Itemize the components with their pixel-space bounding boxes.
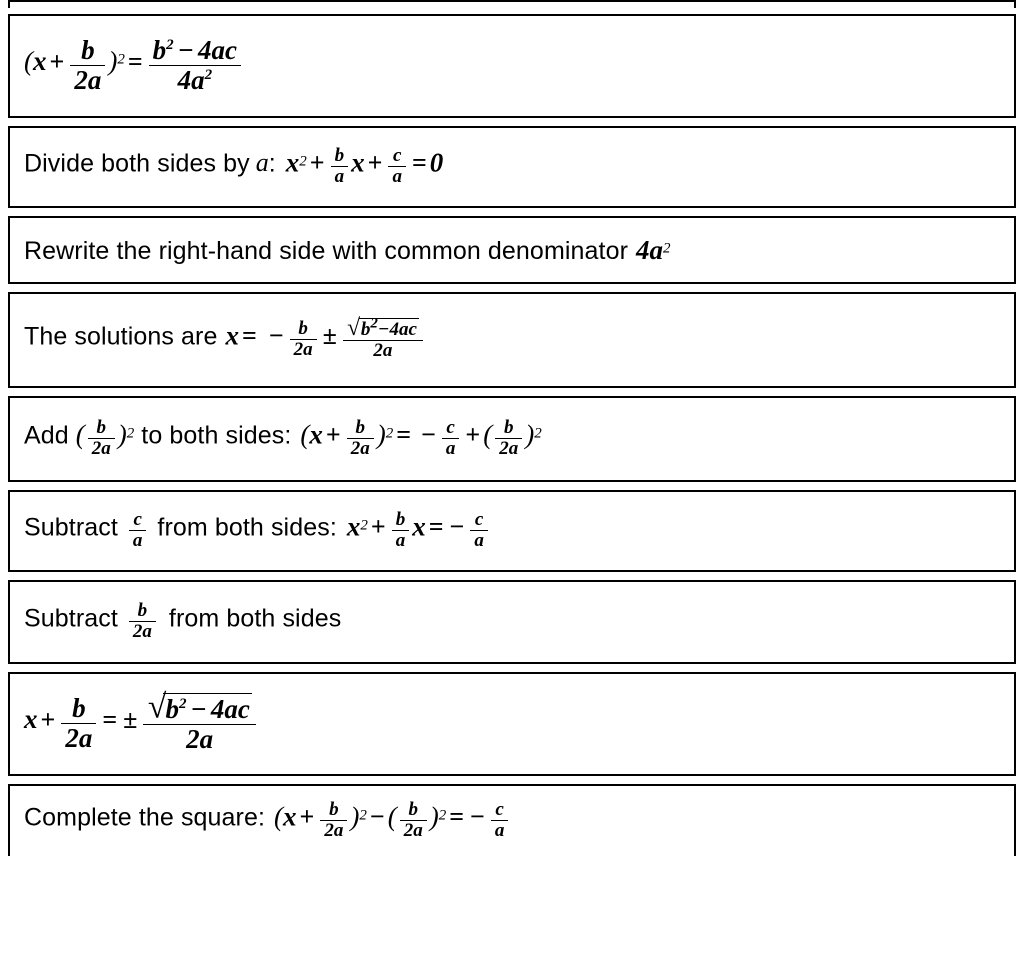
paren-close-2: ) bbox=[376, 419, 386, 450]
numerator: c bbox=[129, 510, 147, 531]
exponent-2: 2 bbox=[178, 696, 187, 713]
fraction-c-over-a-1 bbox=[129, 510, 147, 551]
step-card-complete-the-square[interactable] bbox=[8, 784, 1016, 856]
numerator: c bbox=[491, 800, 509, 821]
fraction-b-over-2a-2 bbox=[400, 800, 427, 841]
equals-operator: = bbox=[241, 321, 257, 351]
numerator: b bbox=[61, 694, 96, 723]
fraction-b-over-2a bbox=[61, 694, 96, 752]
step-label-post: to both sides: bbox=[141, 421, 292, 450]
exponent-2: 2 bbox=[359, 806, 367, 823]
step-label-post: from both sides: bbox=[157, 513, 337, 542]
numerator: c bbox=[388, 146, 406, 167]
radical-sign-icon: √ bbox=[346, 314, 360, 341]
numerator: b bbox=[331, 146, 349, 167]
plus-operator-2: + bbox=[367, 148, 383, 178]
square-root bbox=[346, 314, 419, 341]
step-complete-square-content bbox=[24, 798, 1000, 842]
variable-x: x bbox=[225, 320, 239, 351]
numerator: b bbox=[290, 319, 317, 340]
variable-x-2: x bbox=[412, 511, 426, 542]
step-card-add-square-both-sides[interactable] bbox=[8, 396, 1016, 482]
fraction-b-over-2a bbox=[129, 601, 156, 642]
step-label: Rewrite the right-hand side with common denominator bbox=[24, 236, 629, 265]
paren-open: ( bbox=[75, 419, 85, 450]
paren-open: ( bbox=[24, 46, 33, 77]
radicand bbox=[359, 315, 419, 340]
plus-operator: + bbox=[40, 705, 56, 735]
numerator: c bbox=[470, 510, 488, 531]
numerator: b bbox=[70, 36, 105, 65]
exponent-2: 2 bbox=[663, 240, 671, 257]
numerator: b bbox=[129, 601, 156, 622]
denominator: 2a bbox=[132, 620, 152, 642]
step-subtract-b-content bbox=[24, 599, 1000, 643]
denominator-4a: 4a bbox=[636, 234, 664, 265]
step-rewrite-content bbox=[24, 234, 1000, 265]
step-label: The solutions are bbox=[24, 322, 218, 351]
numerator: b bbox=[495, 418, 522, 439]
denominator: 2a bbox=[350, 437, 370, 459]
paren-close: ) bbox=[350, 801, 360, 832]
variable-a: a bbox=[255, 148, 269, 178]
step-label-pre: Subtract bbox=[24, 604, 118, 633]
plus-operator: + bbox=[299, 802, 315, 832]
denominator: a bbox=[474, 529, 484, 551]
denominator: 2a bbox=[293, 338, 313, 360]
plus-operator: + bbox=[49, 47, 65, 77]
numerator: b bbox=[400, 800, 427, 821]
variable-x: x bbox=[33, 46, 47, 77]
paren-close-2: ) bbox=[429, 801, 439, 832]
step-card-solutions[interactable] bbox=[8, 292, 1016, 388]
paren-close-3: ) bbox=[525, 419, 535, 450]
exponent-2: 2 bbox=[360, 516, 368, 533]
square-root bbox=[147, 688, 251, 726]
minus-operator: − bbox=[369, 802, 385, 832]
variable-x: x bbox=[24, 704, 38, 735]
denominator: 2a bbox=[403, 819, 423, 841]
fraction-b-over-2a-3 bbox=[495, 418, 522, 459]
fraction-b-over-2a bbox=[70, 36, 105, 94]
exponent-2: 2 bbox=[166, 37, 174, 54]
exponent-2: 2 bbox=[299, 152, 307, 169]
step-label-pre: Subtract bbox=[24, 513, 118, 542]
denominator: a bbox=[395, 529, 406, 551]
fraction-b-over-a bbox=[331, 146, 349, 187]
denominator: 2a bbox=[186, 723, 214, 754]
step-card-subtract-c-over-a[interactable] bbox=[8, 490, 1016, 572]
plus-minus-operator: ± bbox=[123, 705, 138, 735]
step-card-partial-top[interactable] bbox=[8, 0, 1016, 8]
exponent-2: 2 bbox=[126, 424, 135, 441]
plus-operator: + bbox=[370, 512, 386, 542]
plus-minus-operator: ± bbox=[322, 321, 337, 351]
fraction-c-over-a bbox=[442, 418, 460, 459]
colon: : bbox=[268, 149, 276, 178]
minus-operator: − bbox=[449, 512, 465, 542]
paren-open-2: ( bbox=[387, 801, 397, 832]
radical-sign-icon: √ bbox=[147, 688, 166, 726]
exponent-2: 2 bbox=[385, 424, 394, 441]
exponent-2: 2 bbox=[438, 806, 447, 823]
step-divide-by-a-content bbox=[24, 144, 1000, 188]
radicand bbox=[163, 693, 251, 723]
variable-x: x bbox=[285, 147, 300, 178]
4ac-term: 4ac bbox=[210, 694, 250, 725]
denominator: a bbox=[392, 165, 402, 187]
step-label: Divide both sides by bbox=[24, 149, 250, 178]
numerator bbox=[343, 314, 423, 341]
denominator: 2a bbox=[91, 437, 111, 459]
equals-operator: = bbox=[102, 705, 118, 735]
denominator: a bbox=[334, 165, 345, 187]
paren-open-2: ( bbox=[300, 419, 310, 450]
step-card-completed-square-equals[interactable] bbox=[8, 14, 1016, 118]
denominator: 2a bbox=[373, 339, 393, 361]
exponent-2: 2 bbox=[204, 66, 213, 83]
b-term: b bbox=[165, 694, 179, 725]
fraction-b-over-2a bbox=[290, 319, 317, 360]
paren-open-3: ( bbox=[483, 419, 493, 450]
equation-completed-square bbox=[24, 37, 1000, 95]
denominator: a bbox=[445, 437, 456, 459]
4ac-term: 4ac bbox=[389, 318, 417, 340]
b-term: b bbox=[152, 35, 167, 66]
equation-x-plus-b-over-2a bbox=[24, 688, 1000, 754]
paren-close: ) bbox=[117, 419, 127, 450]
fraction-c-over-a bbox=[491, 800, 509, 841]
fraction-c-over-a bbox=[388, 146, 406, 187]
denominator: 2a bbox=[65, 722, 93, 753]
minus-operator-2: − bbox=[470, 802, 485, 832]
equals-operator: = bbox=[411, 148, 427, 178]
numerator: b bbox=[392, 510, 410, 531]
variable-x: x bbox=[346, 511, 361, 542]
numerator: b bbox=[88, 418, 115, 439]
equals-operator: = bbox=[449, 802, 465, 832]
minus-operator: − bbox=[268, 321, 284, 351]
step-card-x-plus-b-over-2a-equals[interactable] bbox=[8, 672, 1016, 776]
step-card-subtract-b-over-2a[interactable] bbox=[8, 580, 1016, 664]
minus-operator: − bbox=[421, 420, 436, 450]
equals-operator: = bbox=[428, 512, 444, 542]
denominator: a bbox=[132, 529, 143, 551]
b-term: b bbox=[360, 318, 371, 340]
numerator: c bbox=[442, 418, 460, 439]
step-card-divide-by-a[interactable] bbox=[8, 126, 1016, 208]
step-label-post: from both sides bbox=[168, 604, 342, 633]
variable-x: x bbox=[309, 419, 323, 450]
denominator: 2a bbox=[74, 64, 102, 95]
fraction-b-over-2a-1 bbox=[320, 800, 347, 841]
denominator: 2a bbox=[499, 437, 519, 459]
variable-x: x bbox=[283, 801, 297, 832]
step-subtract-c-content bbox=[24, 508, 1000, 552]
plus-operator-2: + bbox=[465, 420, 481, 450]
variable-x-2: x bbox=[351, 147, 365, 178]
step-label-pre: Add bbox=[24, 421, 69, 450]
numerator: b bbox=[347, 418, 374, 439]
numerator bbox=[149, 36, 241, 65]
exponent-2: 2 bbox=[117, 51, 125, 68]
plus-operator: + bbox=[309, 148, 325, 178]
paren-close: ) bbox=[108, 46, 118, 77]
paren-open: ( bbox=[274, 801, 284, 832]
4ac-term: 4ac bbox=[198, 35, 238, 66]
denominator: a bbox=[494, 819, 505, 841]
equals-operator: = bbox=[127, 47, 143, 77]
exponent-2: 2 bbox=[370, 315, 378, 332]
step-label: Complete the square: bbox=[24, 803, 266, 832]
denominator: 2a bbox=[324, 819, 344, 841]
fraction-b-over-2a-1 bbox=[88, 418, 115, 459]
minus-operator: − bbox=[177, 35, 195, 66]
fraction-b-over-a bbox=[392, 510, 410, 551]
fraction-sqrt-over-2a bbox=[143, 688, 255, 754]
numerator bbox=[143, 688, 255, 726]
fraction-discriminant-over-4a2 bbox=[149, 36, 241, 94]
fraction-c-over-a-2 bbox=[470, 510, 488, 551]
step-add-square-content bbox=[24, 416, 1000, 460]
zero: 0 bbox=[429, 147, 444, 178]
denominator bbox=[149, 66, 241, 94]
fraction-sqrt-over-2a bbox=[343, 314, 423, 361]
numerator: b bbox=[320, 800, 347, 821]
fraction-b-over-2a-2 bbox=[347, 418, 374, 459]
minus-operator: − bbox=[190, 694, 207, 725]
equals-operator: = bbox=[396, 420, 412, 450]
plus-operator: + bbox=[325, 420, 341, 450]
minus-operator: − bbox=[377, 318, 390, 340]
step-card-rewrite-common-denominator[interactable] bbox=[8, 216, 1016, 284]
exponent-2: 2 bbox=[534, 424, 542, 441]
step-solutions-content bbox=[24, 314, 1000, 362]
4a-term: 4a bbox=[177, 64, 205, 95]
